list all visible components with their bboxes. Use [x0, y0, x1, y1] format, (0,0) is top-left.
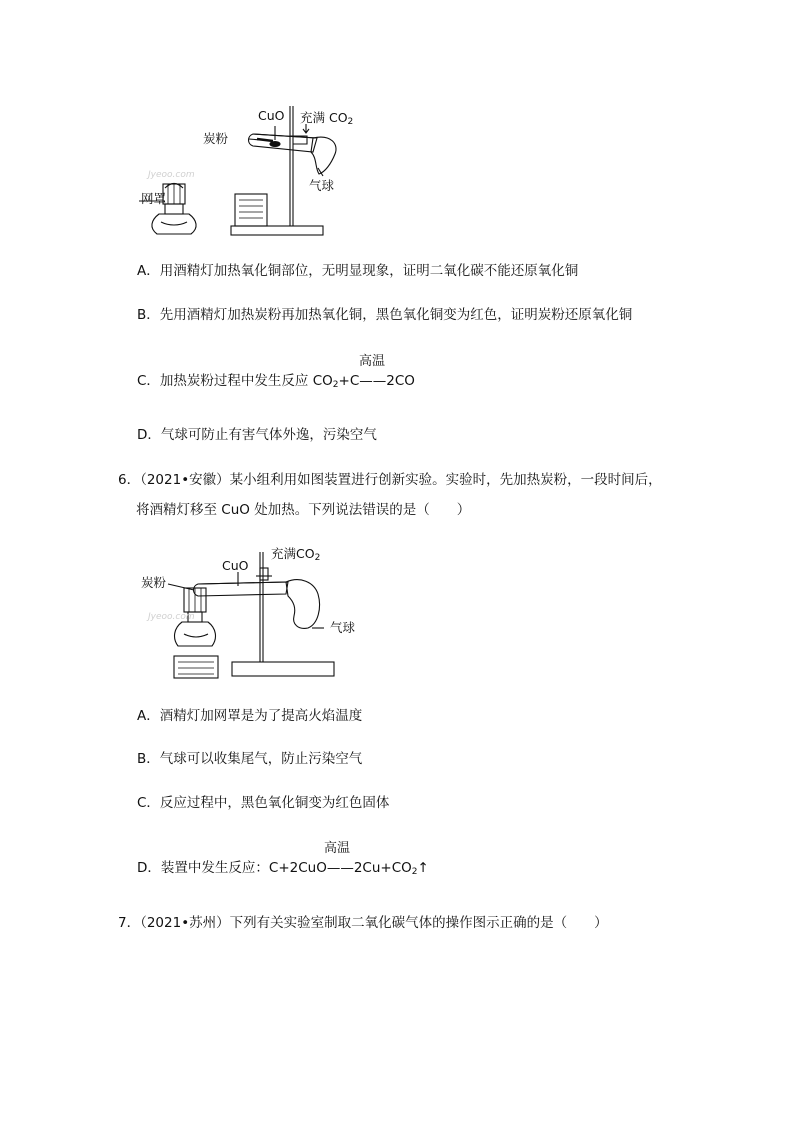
- figure2-label-balloon: 气球: [330, 620, 356, 635]
- q5-option-b: B．先用酒精灯加热炭粉再加热氧化铜，黑色氧化铜变为红色，证明炭粉还原氧化铜: [137, 307, 633, 323]
- figure1-label-balloon: 气球: [309, 178, 335, 193]
- figure2-label-fill-co2: [271, 548, 320, 563]
- figure2-watermark: Jyeoo.com: [148, 612, 195, 622]
- figure1-label-carbon: 炭粉: [203, 131, 229, 146]
- q5-option-c-condition: 高温: [359, 354, 386, 369]
- q6-option-b: B．气球可以收集尾气，防止污染空气: [137, 751, 363, 767]
- q6-option-a: A．酒精灯加网罩是为了提高火焰温度: [137, 708, 363, 724]
- figure2-label-carbon: 炭粉: [141, 575, 167, 590]
- figure2-label-fill-text: 充满CO: [271, 546, 315, 561]
- figure1-label-cuo: CuO: [258, 108, 285, 123]
- q5-option-c: [137, 375, 415, 390]
- figure1-label-fill-sub: 2: [347, 117, 354, 127]
- figure2-label-fill-sub: 2: [314, 553, 321, 563]
- q5-option-c-suffix: +C——2CO: [338, 373, 415, 389]
- q6-stem-line1: 6．（2021•安徽）某小组利用如图装置进行创新实验。实验时，先加热炭粉，一段时间后，: [118, 472, 662, 488]
- figure1-label-fill-text: 充满 CO: [300, 110, 348, 125]
- figure1-watermark: Jyeoo.com: [148, 170, 195, 180]
- q5-option-c-sub: 2: [332, 380, 339, 390]
- q6-option-d-text: D．装置中发生反应：C+2CuO——2Cu+CO: [137, 860, 412, 876]
- q5-option-c-text: C．加热炭粉过程中发生反应 CO: [137, 373, 333, 389]
- figure2-label-cuo: CuO: [222, 558, 249, 573]
- figure1-label-mesh: 网罩: [141, 191, 167, 206]
- q6-option-d: [137, 862, 429, 877]
- q6-option-d-suffix: ↑: [417, 860, 429, 876]
- q6-option-d-sub: 2: [411, 867, 418, 877]
- figure1-label-fill-co2: [300, 112, 353, 127]
- q6-option-c: C．反应过程中，黑色氧化铜变为红色固体: [137, 795, 390, 811]
- q6-stem-line2: 将酒精灯移至 CuO 处加热。下列说法错误的是（ ）: [136, 502, 471, 518]
- q7-stem-line1: 7．（2021•苏州）下列有关实验室制取二氧化碳气体的操作图示正确的是（ ）: [118, 915, 608, 931]
- q5-option-d: D．气球可防止有害气体外逸，污染空气: [137, 427, 377, 443]
- q5-option-a: A．用酒精灯加热氧化铜部位，无明显现象，证明二氧化碳不能还原氧化铜: [137, 263, 579, 279]
- q6-option-d-condition: 高温: [324, 841, 351, 856]
